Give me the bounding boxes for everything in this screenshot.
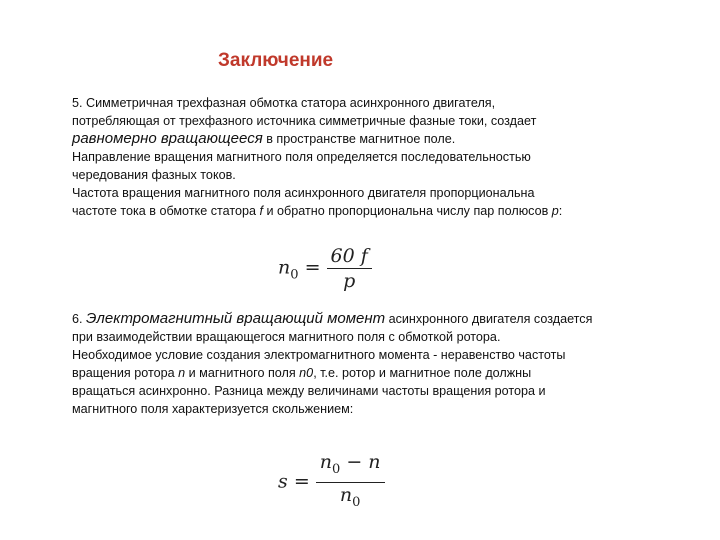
text-line: вращаться асинхронно. Разница между величинами частоты вращения ротора и bbox=[72, 384, 546, 398]
section-number: 6. bbox=[72, 312, 87, 326]
symbol-f: f bbox=[259, 204, 263, 218]
formula-denominator: p bbox=[343, 270, 356, 292]
symbol-n: n bbox=[178, 366, 186, 380]
text-fragment: вращения ротора bbox=[72, 366, 179, 380]
formula-numerator bbox=[316, 450, 385, 482]
numerator-rest: − n bbox=[340, 451, 381, 473]
formula-equals: = bbox=[293, 470, 310, 493]
section-5-text bbox=[72, 94, 692, 220]
text-line: 5. Симметричная трехфазная обмотка статора асинхронного двигателя, bbox=[72, 96, 496, 110]
text-fragment: асинхронного двигателя создается bbox=[385, 312, 593, 326]
text-line bbox=[72, 202, 692, 220]
formula-fraction bbox=[327, 244, 372, 293]
symbol-p: p bbox=[551, 204, 559, 218]
formula-numerator: 60 f bbox=[330, 245, 368, 267]
text-line bbox=[72, 130, 692, 148]
text-line: магнитного поля характеризуется скольжением: bbox=[72, 402, 354, 416]
formula-equals: = bbox=[304, 256, 321, 279]
denominator-subscript: 0 bbox=[352, 494, 361, 510]
formula-lhs-subscript: 0 bbox=[290, 267, 299, 283]
numerator-symbol: n bbox=[319, 451, 333, 473]
text-fragment: в пространстве магнитное поле. bbox=[262, 132, 456, 146]
formula-slip bbox=[278, 450, 385, 515]
text-line: Направление вращения магнитного поля определяется последовательностью bbox=[72, 150, 531, 164]
text-line: Необходимое условие создания электромагнитного момента - неравенство частоты bbox=[72, 348, 566, 362]
text-fragment: : bbox=[558, 204, 563, 218]
slide-title: Заключение bbox=[218, 50, 334, 71]
emphasis-text: равномерно вращающееся bbox=[72, 130, 263, 147]
formula-lhs: s bbox=[278, 470, 288, 493]
text-line: при взаимодействии вращающегося магнитного поля с обмоткой ротора. bbox=[72, 330, 501, 344]
emphasis-text: Электромагнитный вращающий момент bbox=[86, 310, 386, 327]
numerator-subscript: 0 bbox=[332, 461, 341, 477]
text-line: Частота вращения магнитного поля асинхронного двигателя пропорциональна bbox=[72, 186, 535, 200]
denominator-symbol: n bbox=[339, 483, 353, 506]
text-line: потребляющая от трехфазного источника симметричные фазные токи, создает bbox=[72, 114, 537, 128]
text-line: чередования фазных токов. bbox=[72, 168, 236, 182]
text-fragment: , т.е. ротор и магнитное поле должны bbox=[313, 366, 532, 380]
formula-fraction bbox=[316, 450, 385, 515]
text-line bbox=[72, 364, 702, 382]
text-fragment: и магнитного поля bbox=[185, 366, 300, 380]
text-fragment: и обратно пропорциональна числу пар полюсов bbox=[263, 204, 552, 218]
formula-n0 bbox=[278, 244, 372, 293]
formula-denominator bbox=[336, 483, 365, 515]
symbol-n0: n0 bbox=[299, 366, 314, 380]
section-6-text bbox=[72, 310, 702, 418]
text-fragment: частоте тока в обмотке статора bbox=[72, 204, 260, 218]
formula-lhs: n bbox=[278, 256, 291, 279]
text-line bbox=[72, 310, 702, 328]
